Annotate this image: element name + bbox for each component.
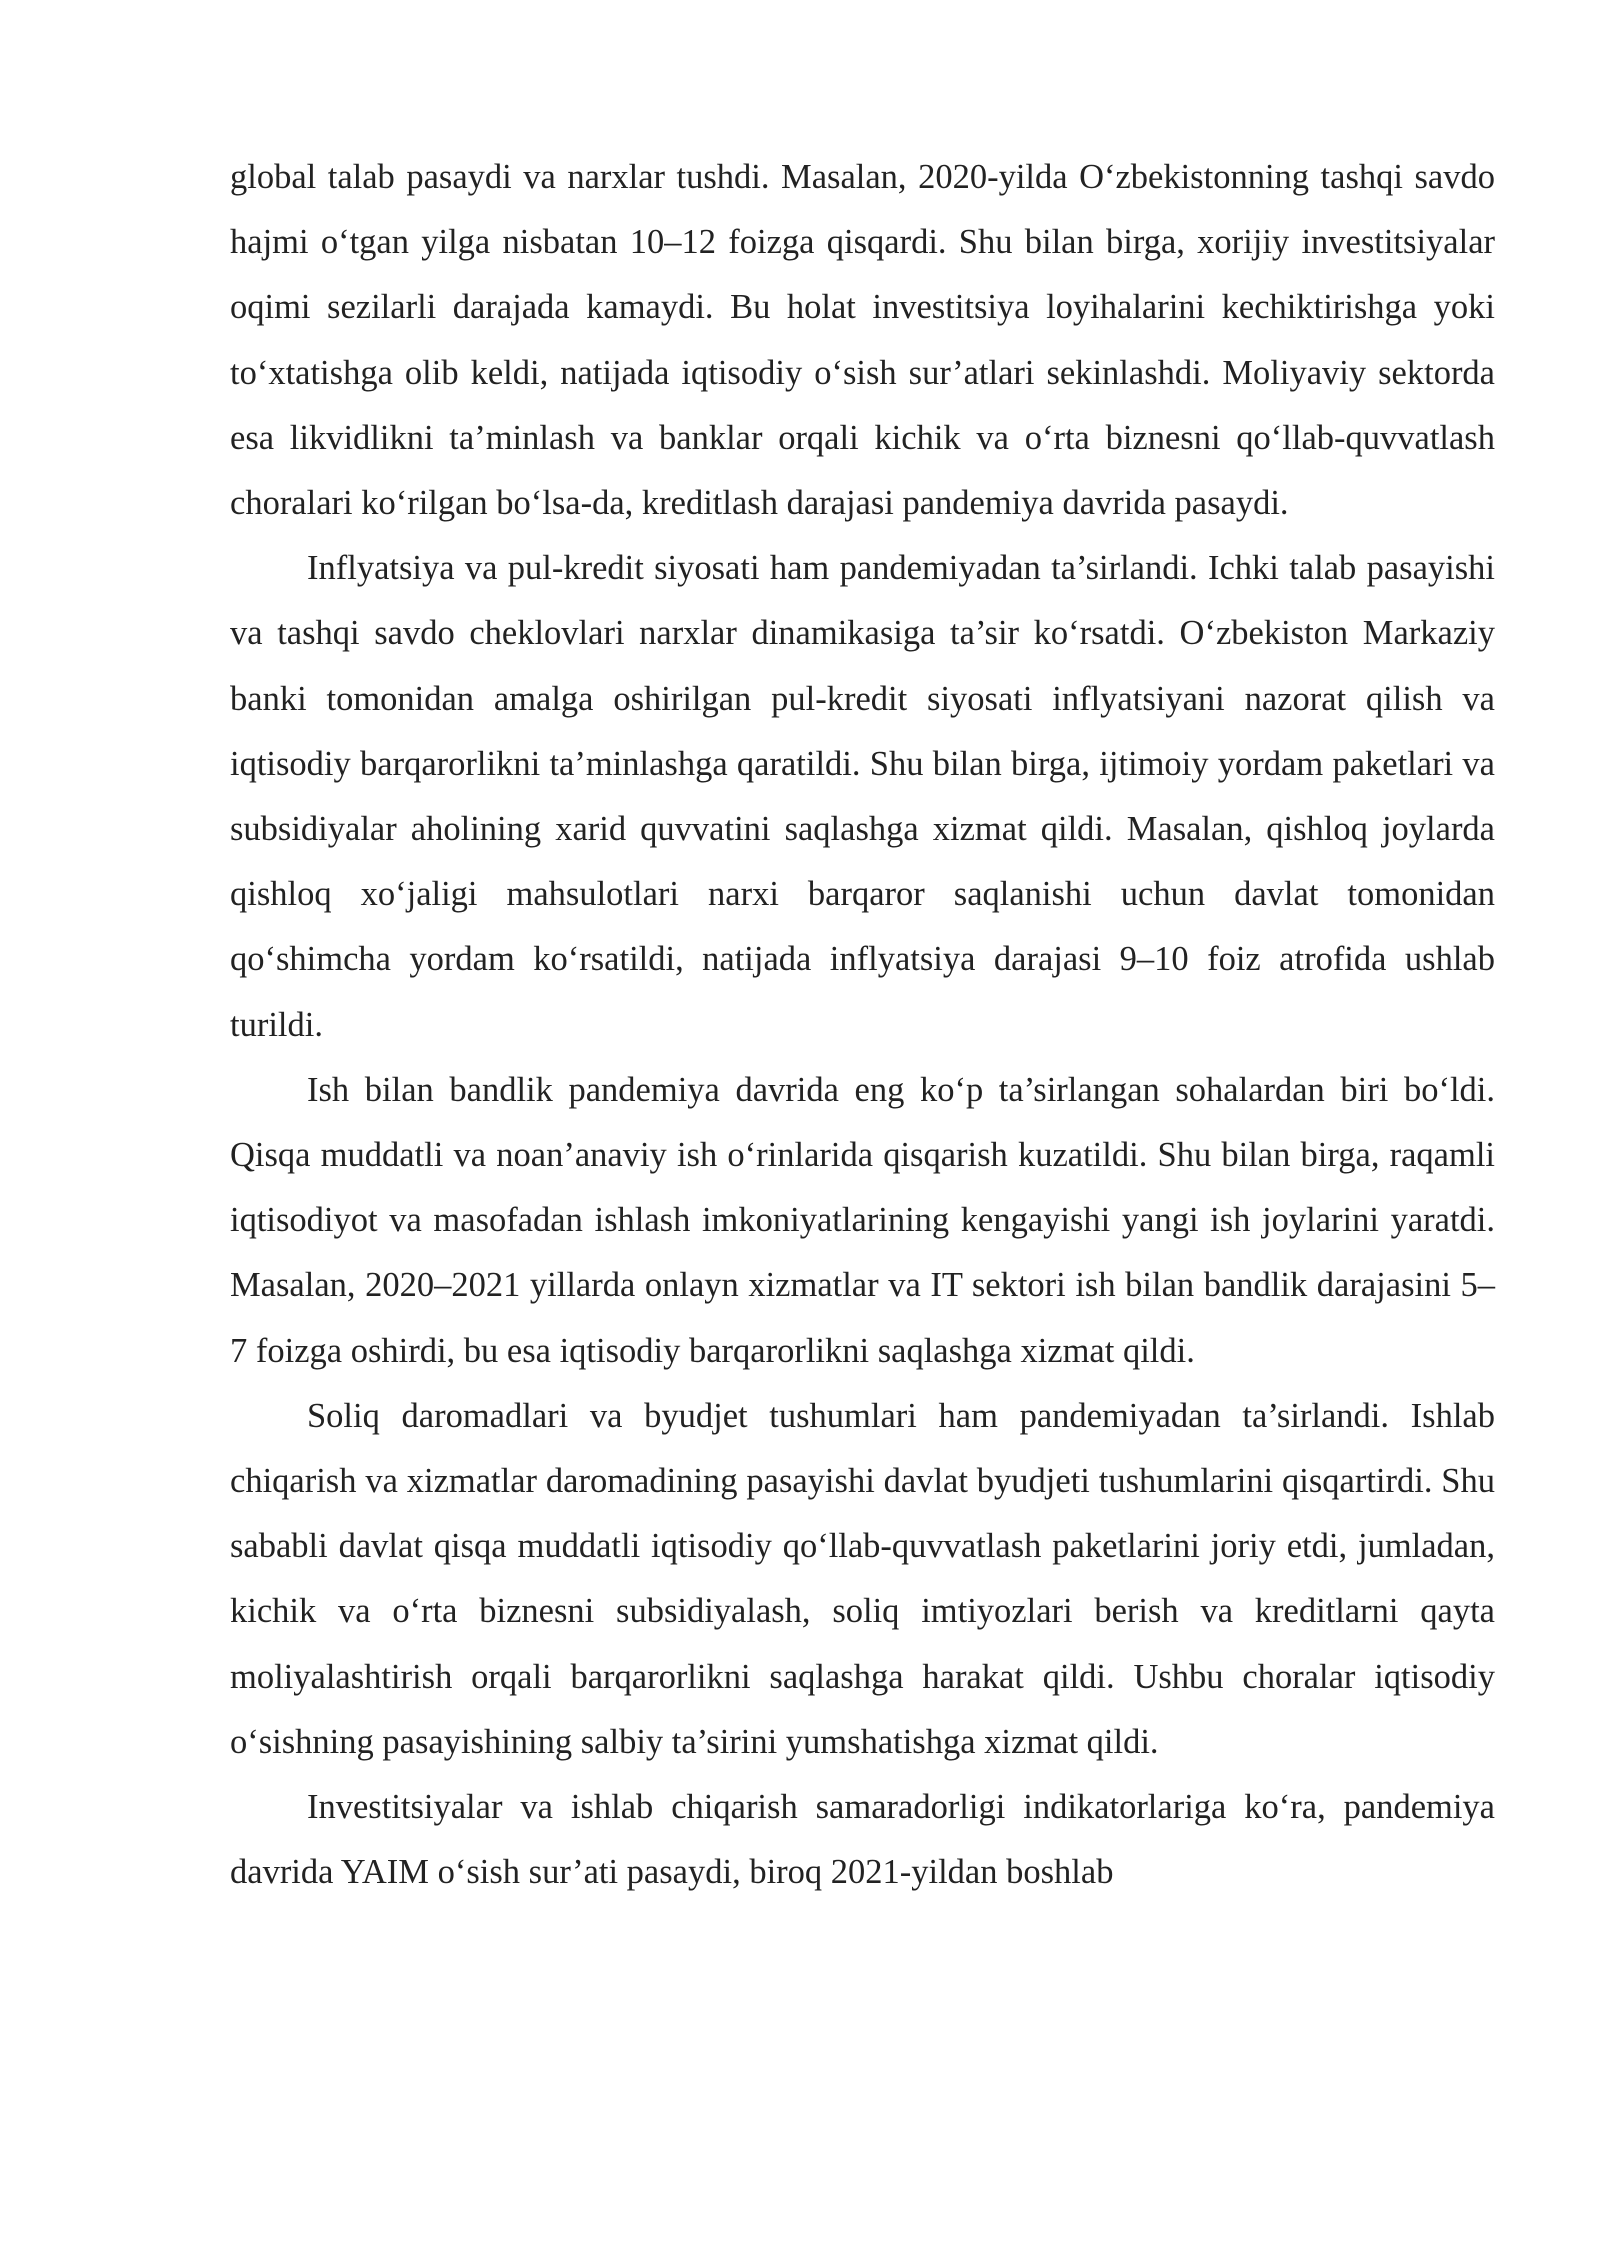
paragraph-continuation: global talab pasaydi va narxlar tushdi. Masalan, 2020-yilda O‘zbekistonning tashqi savdo hajmi o‘tgan yilga nisbatan 10–12 foizga qisqardi. Shu bilan birga, xorijiy investitsiyalar oqimi sezilarli darajada kamaydi. Bu holat investitsiya loyihalarini kechiktirishga yoki to‘xtatishga olib keldi, natijada iqtisodiy o‘sish sur’atlari sekinlashdi. Moliyaviy sektorda esa likvidlikni ta’minlash va banklar orqali kichik va o‘rta biznesni qo‘llab-quvvatlash choralari ko‘rilgan bo‘lsa-da, kreditlash darajasi pandemiya davrida pasaydi. [230, 158, 1495, 523]
paragraph-tax-revenue: Soliq daromadlari va byudjet tushumlari ham pandemiyadan ta’sirlandi. Ishlab chiqarish va xizmatlar daromadining pasayishi davlat byudjeti tushumlarini qisqartirdi. Shu sababli davlat qisqa muddatli iqtisodiy qo‘llab-quvvatlash paketlarini joriy etdi, jumladan, kichik va o‘rta biznesni subsidiyalash, soliq imtiyozlari berish va kreditlarni qayta moliyalashtirish orqali barqarorlikni saqlashga harakat qildi. Ushbu choralar iqtisodiy o‘sishning pasayishining salbiy ta’sirini yumshatishga xizmat qildi. [230, 1396, 1495, 1761]
paragraph-inflation: Inflyatsiya va pul-kredit siyosati ham pandemiyadan ta’sirlandi. Ichki talab pasayishi va tashqi savdo cheklovlari narxlar dinamikasiga ta’sir ko‘rsatdi. O‘zbekiston Markaziy banki tomonidan amalga oshirilgan pul-kredit siyosati inflyatsiyani nazorat qilish va iqtisodiy barqarorlikni ta’minlashga qaratildi. Shu bilan birga, ijtimoiy yordam paketlari va subsidiyalar aholining xarid quvvatini saqlashga xizmat qildi. Masalan, qishloq joylarda qishloq xo‘jaligi mahsulotlari narxi barqaror saqlanishi uchun davlat tomonidan qo‘shimcha yordam ko‘rsatildi, natijada inflyatsiya darajasi 9–10 foiz atrofida ushlab turildi. [230, 549, 1495, 1044]
paragraph-employment: Ish bilan bandlik pandemiya davrida eng ko‘p ta’sirlangan sohalardan biri bo‘ldi. Qisqa muddatli va noan’anaviy ish o‘rinlarida qisqarish kuzatildi. Shu bilan birga, raqamli iqtisodiyot va masofadan ishlash imkoniyatlarining kengayishi yangi ish joylarini yaratdi. Masalan, 2020–2021 yillarda onlayn xizmatlar va IT sektori ish bilan bandlik darajasini 5–7 foizga oshirdi, bu esa iqtisodiy barqarorlikni saqlashga xizmat qildi. [230, 1070, 1495, 1370]
paragraph-investments: Investitsiyalar va ishlab chiqarish samaradorligi indikatorlariga ko‘ra, pandemiya davrida YAIM o‘sish sur’ati pasaydi, biroq 2021-yildan boshlab [230, 1788, 1495, 1892]
document-body [230, 145, 1495, 1905]
